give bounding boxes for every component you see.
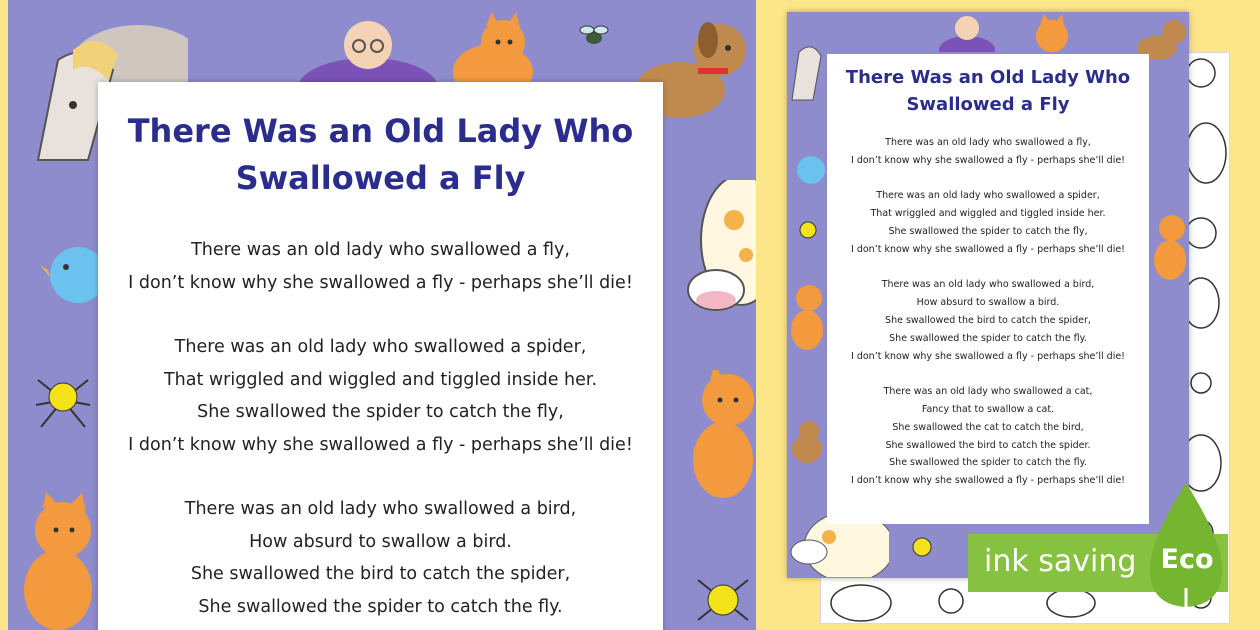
orange-cat-illustration bbox=[688, 370, 756, 500]
poem-line: She swallowed the spider to catch the fly. bbox=[889, 457, 1087, 469]
stanza-3 bbox=[827, 276, 1149, 365]
poem-line: I don’t know why she swallowed a fly - perhaps she’ll die! bbox=[128, 434, 633, 455]
poem-line: I don’t know why she swallowed a fly - perhaps she’ll die! bbox=[851, 475, 1125, 487]
poem-line: How absurd to swallow a bird. bbox=[916, 297, 1060, 309]
poem-line: She swallowed the bird to catch the spider, bbox=[190, 564, 571, 584]
poem-line: I don’t know why she swallowed a fly - perhaps she’ll die! bbox=[851, 350, 1125, 362]
old-lady-illustration bbox=[293, 10, 443, 90]
stanza-4 bbox=[827, 383, 1149, 490]
poem-line: I don’t know why she swallowed a fly - perhaps she’ll die! bbox=[851, 243, 1125, 255]
poem-line: She swallowed the cat to catch the bird, bbox=[892, 421, 1084, 433]
poem-title bbox=[98, 108, 663, 202]
ink-saving-label: ink saving bbox=[984, 544, 1137, 579]
poem-line: There was an old lady who swallowed a spider, bbox=[174, 337, 587, 357]
poem-line: There was an old lady who swallowed a cat, bbox=[883, 386, 1093, 398]
right-poem-card bbox=[827, 54, 1149, 524]
poem-line: Fancy that to swallow a cat. bbox=[921, 403, 1055, 415]
left-poster bbox=[8, 0, 756, 630]
poem-line: There was an old lady who swallowed a fly, bbox=[191, 240, 570, 260]
orange-cat-illustration bbox=[789, 282, 825, 352]
orange-cat-illustration bbox=[18, 490, 98, 630]
orange-cat-illustration bbox=[1032, 14, 1072, 54]
poem-body bbox=[827, 134, 1149, 508]
poem-line: She swallowed the bird to catch the spider, bbox=[885, 314, 1091, 326]
spider-icon bbox=[693, 565, 753, 630]
stanza-2 bbox=[98, 331, 663, 461]
spider-icon bbox=[33, 365, 93, 435]
fly-icon bbox=[576, 22, 612, 52]
spider-icon bbox=[795, 217, 821, 243]
poem-line: There was an old lady who swallowed a fly, bbox=[885, 137, 1091, 148]
poem-line: There was an old lady who swallowed a bird, bbox=[881, 279, 1095, 291]
poem-line: She swallowed the spider to catch the fly. bbox=[889, 332, 1087, 344]
title-line-1: There Was an Old Lady Who bbox=[845, 67, 1131, 88]
old-lady-illustration bbox=[937, 12, 997, 52]
poem-title bbox=[827, 64, 1149, 118]
stanza-2 bbox=[827, 187, 1149, 258]
right-poster bbox=[787, 12, 1189, 578]
left-poem-card bbox=[98, 82, 663, 630]
poem-line: She swallowed the bird to catch the spider. bbox=[885, 439, 1091, 451]
title-line-2: Swallowed a Fly bbox=[906, 94, 1070, 115]
poem-line: I don’t know why she swallowed a fly - perhaps she’ll die! bbox=[851, 154, 1125, 166]
title-line-2: Swallowed a Fly bbox=[235, 159, 526, 197]
poem-body bbox=[98, 234, 663, 630]
stanza-1 bbox=[98, 234, 663, 299]
poem-line: She swallowed the spider to catch the fly, bbox=[197, 402, 564, 422]
bird-illustration bbox=[793, 152, 827, 188]
poem-line: There was an old lady who swallowed a bird, bbox=[184, 499, 577, 519]
poem-line: How absurd to swallow a bird. bbox=[249, 531, 512, 552]
stanza-1 bbox=[827, 134, 1149, 170]
poem-line: That wriggled and wiggled and tiggled inside her. bbox=[163, 369, 598, 390]
poem-line: There was an old lady who swallowed a spider, bbox=[876, 190, 1100, 202]
poem-line: That wriggled and wiggled and tiggled inside her. bbox=[870, 208, 1106, 220]
poem-line: I don’t know why she swallowed a fly - perhaps she’ll die! bbox=[128, 272, 633, 293]
title-line-1: There Was an Old Lady Who bbox=[127, 112, 634, 150]
dog-illustration bbox=[789, 417, 825, 467]
cow-illustration bbox=[686, 180, 756, 330]
stanza-3 bbox=[98, 493, 663, 623]
poem-line: She swallowed the spider to catch the fly, bbox=[888, 225, 1088, 237]
horse-illustration bbox=[787, 32, 827, 102]
spider-icon bbox=[907, 532, 937, 562]
eco-label: Eco bbox=[1160, 544, 1214, 575]
orange-cat-illustration bbox=[1152, 212, 1188, 282]
poem-line: She swallowed the spider to catch the fly. bbox=[198, 596, 563, 617]
